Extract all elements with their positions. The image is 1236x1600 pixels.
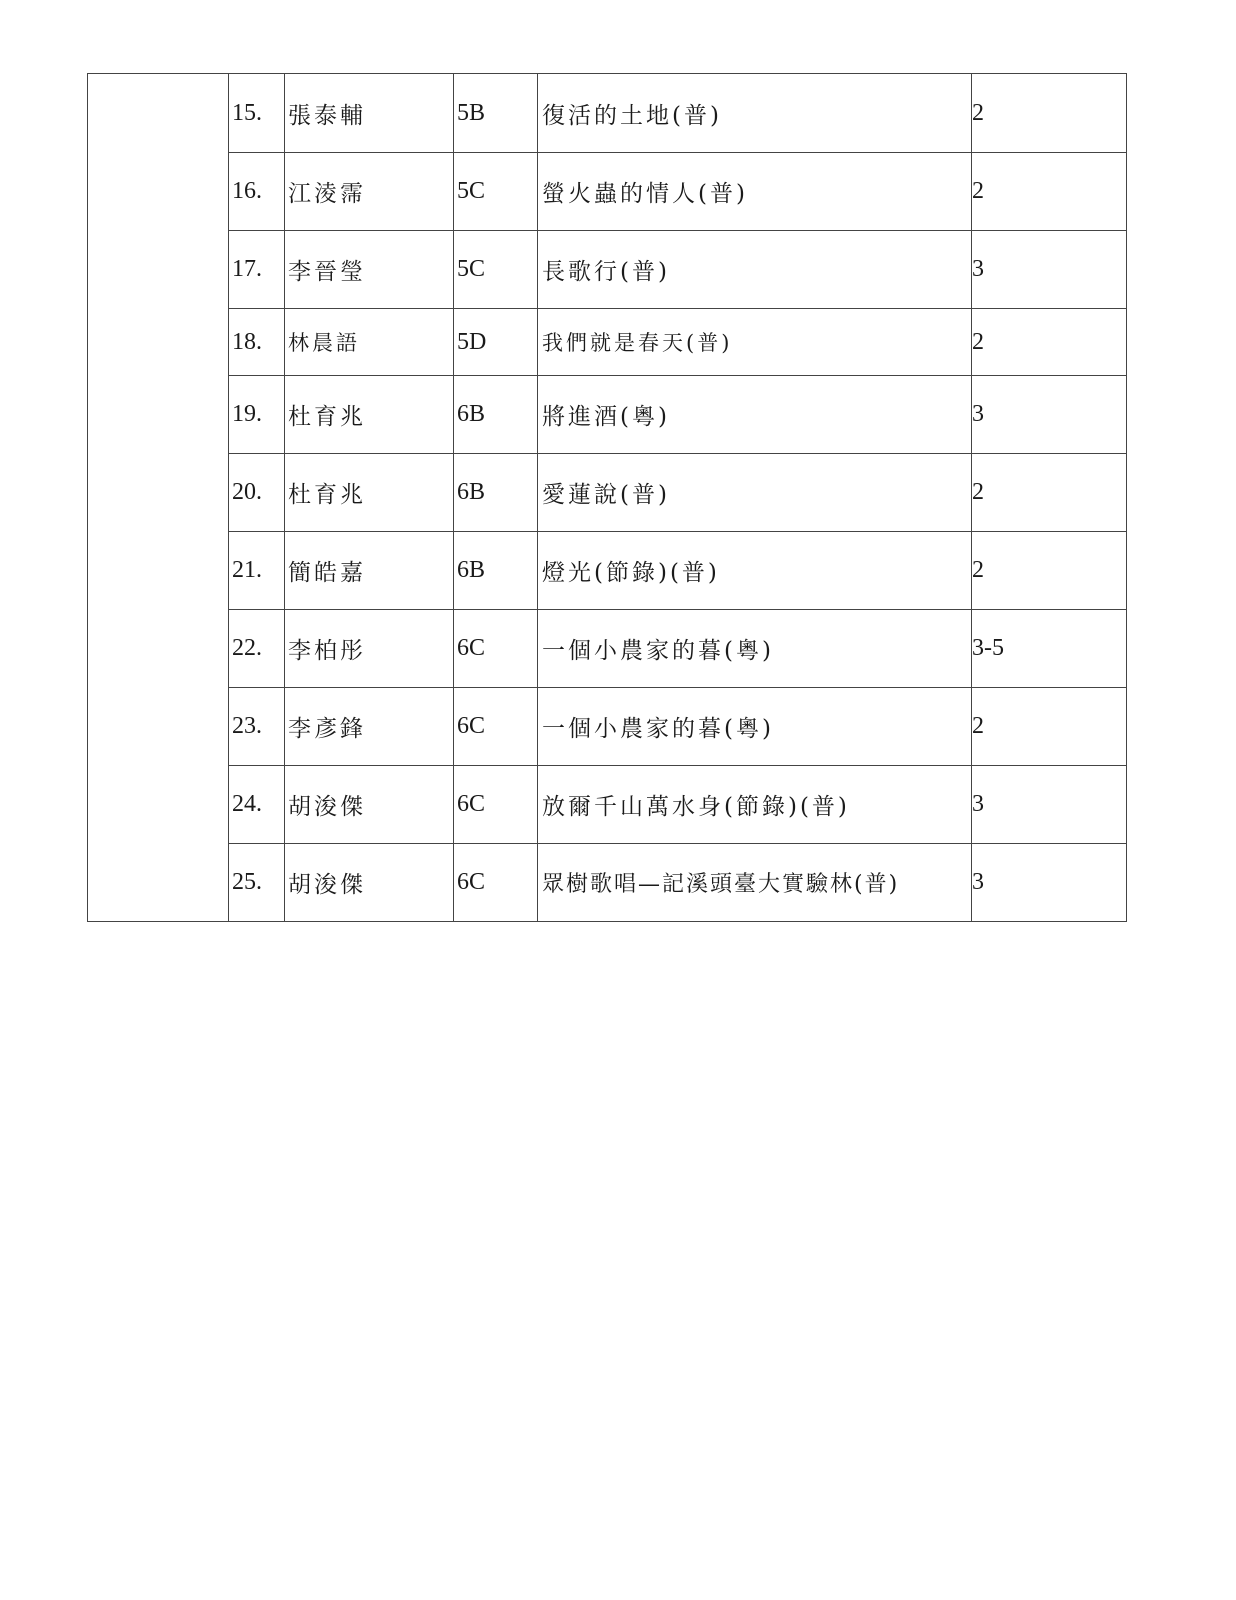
score: 3 — [972, 231, 1127, 309]
row-number: 22. — [229, 610, 285, 688]
row-number: 18. — [229, 309, 285, 376]
piece-title: 長歌行(普) — [538, 231, 972, 309]
score: 3-5 — [972, 610, 1127, 688]
piece-title: 我們就是春天(普) — [538, 309, 972, 376]
table-row — [88, 610, 1127, 688]
student-name: 李彥鋒 — [285, 688, 454, 766]
row-number: 21. — [229, 532, 285, 610]
piece-title: 螢火蟲的情人(普) — [538, 153, 972, 231]
student-class: 5B — [454, 74, 538, 153]
student-class: 5C — [454, 153, 538, 231]
student-name: 胡浚傑 — [285, 766, 454, 844]
student-class: 6C — [454, 610, 538, 688]
table-row — [88, 376, 1127, 454]
score: 3 — [972, 844, 1127, 922]
row-number: 16. — [229, 153, 285, 231]
student-class: 6C — [454, 844, 538, 922]
row-number: 19. — [229, 376, 285, 454]
table-row — [88, 454, 1127, 532]
score: 2 — [972, 532, 1127, 610]
piece-title: 一個小農家的暮(粵) — [538, 610, 972, 688]
table-row — [88, 532, 1127, 610]
score: 2 — [972, 309, 1127, 376]
row-number: 23. — [229, 688, 285, 766]
piece-title: 眾樹歌唱—記溪頭臺大實驗林(普) — [538, 844, 972, 922]
score: 2 — [972, 688, 1127, 766]
score: 2 — [972, 153, 1127, 231]
piece-title: 燈光(節錄)(普) — [538, 532, 972, 610]
student-name: 胡浚傑 — [285, 844, 454, 922]
student-class: 6C — [454, 766, 538, 844]
table-row — [88, 74, 1127, 153]
score: 3 — [972, 376, 1127, 454]
piece-title: 一個小農家的暮(粵) — [538, 688, 972, 766]
row-number: 17. — [229, 231, 285, 309]
student-class: 6C — [454, 688, 538, 766]
row-number: 25. — [229, 844, 285, 922]
row-number: 20. — [229, 454, 285, 532]
row-number: 24. — [229, 766, 285, 844]
row-number: 15. — [229, 74, 285, 153]
student-class: 5C — [454, 231, 538, 309]
student-name: 杜育兆 — [285, 454, 454, 532]
student-class: 5D — [454, 309, 538, 376]
piece-title: 愛蓮說(普) — [538, 454, 972, 532]
student-name: 張泰輔 — [285, 74, 454, 153]
table-row — [88, 844, 1127, 922]
piece-title: 復活的土地(普) — [538, 74, 972, 153]
category-cell — [88, 74, 229, 922]
piece-title: 放爾千山萬水身(節錄)(普) — [538, 766, 972, 844]
piece-title: 將進酒(粵) — [538, 376, 972, 454]
table-row — [88, 309, 1127, 376]
student-class: 6B — [454, 454, 538, 532]
score: 2 — [972, 74, 1127, 153]
student-class: 6B — [454, 376, 538, 454]
student-name: 李晉瑩 — [285, 231, 454, 309]
student-name: 簡皓嘉 — [285, 532, 454, 610]
table-row — [88, 153, 1127, 231]
table-row — [88, 231, 1127, 309]
table-row — [88, 688, 1127, 766]
score: 2 — [972, 454, 1127, 532]
table-row — [88, 766, 1127, 844]
student-name: 李柏彤 — [285, 610, 454, 688]
student-class: 6B — [454, 532, 538, 610]
student-name: 杜育兆 — [285, 376, 454, 454]
score: 3 — [972, 766, 1127, 844]
student-name: 林晨語 — [285, 309, 454, 376]
student-name: 江淩霈 — [285, 153, 454, 231]
results-table — [87, 73, 1127, 922]
